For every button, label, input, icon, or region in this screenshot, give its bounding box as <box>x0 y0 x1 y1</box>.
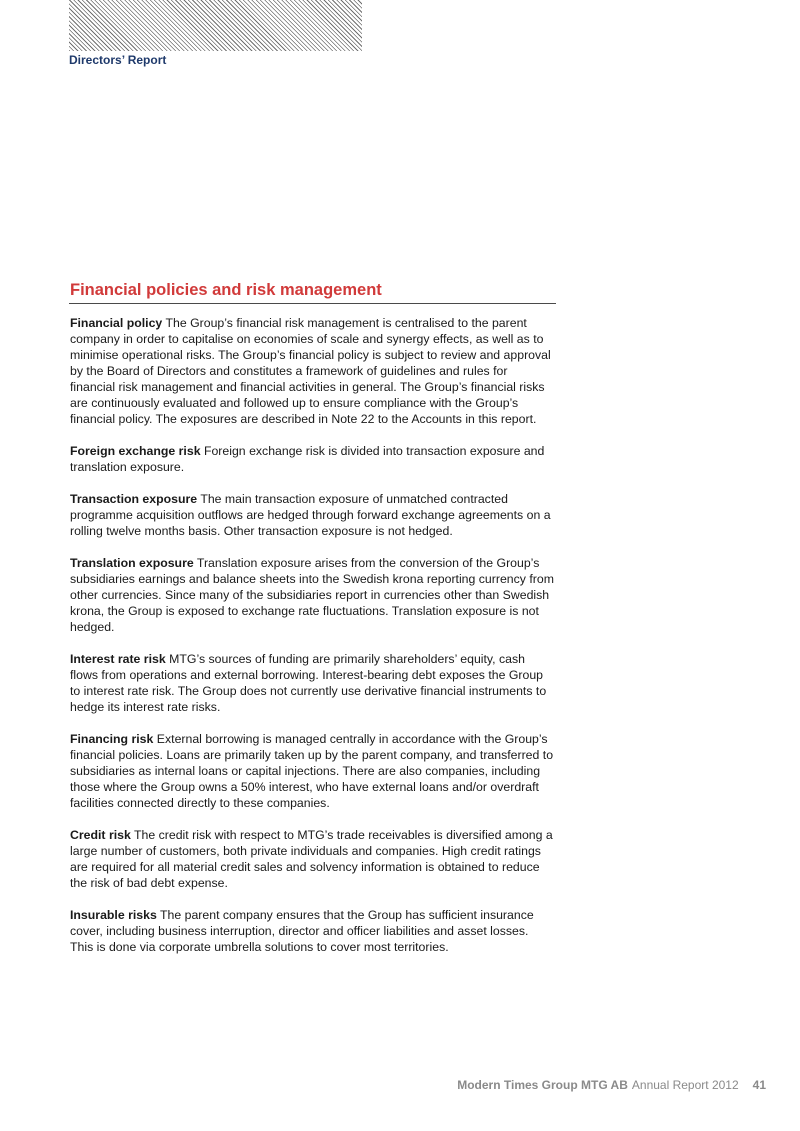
paragraph-text: Translation exposure arises from the conversion of the Group’s subsidiaries earnings and balance sheets into the Swedish krona reporting currency from other currencies. Since many of the subsidiaries report in currencies other than Swedish krona, the Group is exposed to exchange rate fluctuations. Translation exposure is not hedged. <box>70 556 554 634</box>
paragraph-text: External borrowing is managed centrally in accordance with the Group’s financial policies. Loans are primarily taken up by the parent company, and transferred to subsidiaries as internal loans or capital injections. There are also companies, including those where the Group owns a 50% interest, who have external loans and/or overdraft facilities connected directly to these companies. <box>70 732 554 810</box>
paragraph-term: Insurable risks <box>70 908 157 922</box>
page-number: 41 <box>752 1078 766 1092</box>
paragraph-term: Credit risk <box>70 828 131 842</box>
paragraph-text: MTG’s sources of funding are primarily shareholders’ equity, cash flows from operations and external borrowing. Interest-bearing debt exposes the Group to interest rate risk. The Group does not currently use derivative financial instruments to hedge its interest rate risks. <box>70 652 547 714</box>
footer-company: Modern Times Group MTG AB <box>457 1078 628 1092</box>
title-divider <box>69 303 556 304</box>
paragraph-term: Financing risk <box>70 732 154 746</box>
paragraph-transaction-exposure <box>70 491 554 539</box>
paragraph-term: Financial policy <box>70 316 163 330</box>
paragraph-text: The main transaction exposure of unmatched contracted programme acquisition outflows are hedged through forward exchange agreements on a rolling twelve months basis. Other transaction exposure is not hedged. <box>70 492 551 538</box>
page-footer <box>457 1078 766 1092</box>
paragraph-term: Interest rate risk <box>70 652 166 666</box>
paragraph-text: The parent company ensures that the Group has sufficient insurance cover, including business interruption, director and officer liabilities and asset losses. This is done via corporate umbrella solutions to cover most territories. <box>70 908 534 954</box>
paragraph-translation-exposure <box>70 555 554 635</box>
paragraph-insurable-risks <box>70 907 554 955</box>
page-title: Financial policies and risk management <box>70 281 382 299</box>
paragraph-term: Foreign exchange risk <box>70 444 201 458</box>
body-text <box>70 315 554 971</box>
paragraph-financial-policy <box>70 315 554 427</box>
paragraph-term: Transaction exposure <box>70 492 198 506</box>
decorative-hatch-pattern <box>69 0 362 51</box>
paragraph-text: The credit risk with respect to MTG’s trade receivables is diversified among a large number of customers, both private individuals and companies. High credit ratings are required for all material credit sales and solvency information is obtained to reduce the risk of bad debt expense. <box>70 828 553 890</box>
paragraph-text: Foreign exchange risk is divided into transaction exposure and translation exposure. <box>70 444 545 474</box>
section-label: Directors’ Report <box>69 53 167 67</box>
paragraph-foreign-exchange-risk <box>70 443 554 475</box>
paragraph-term: Translation exposure <box>70 556 194 570</box>
paragraph-credit-risk <box>70 827 554 891</box>
footer-report-title: Annual Report 2012 <box>631 1078 739 1092</box>
paragraph-financing-risk <box>70 731 554 811</box>
paragraph-text: The Group’s financial risk management is centralised to the parent company in order to capitalise on economies of scale and synergy effects, as well as to minimise operational risks. The Group’s financial policy is subject to review and approval by the Board of Directors and constitutes a framework of guidelines and rules for financial risk management and financial activities in general. The Group’s financial risks are continuously evaluated and followed up to ensure compliance with the Group’s financial policy. The exposures are described in Note 22 to the Accounts in this report. <box>70 316 551 426</box>
paragraph-interest-rate-risk <box>70 651 554 715</box>
